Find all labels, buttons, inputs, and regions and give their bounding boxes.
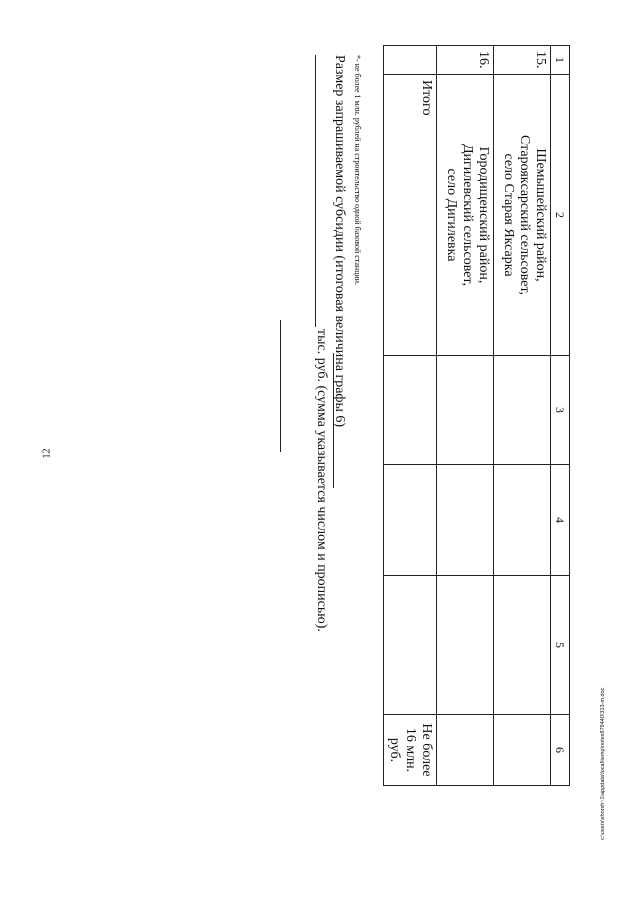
cell-col4: [384, 465, 437, 576]
file-path-text: c:\users\shorsh~1\appdata\local\temp\notes879440\313-m.doc: [600, 687, 606, 840]
row-number: 15.: [494, 46, 551, 75]
total-value-line: Не более: [419, 723, 434, 777]
table-row: [437, 46, 494, 786]
place-line: село Старая Яксарка: [501, 153, 516, 277]
cell-col3: [494, 356, 551, 465]
header-cell-4: 4: [551, 465, 570, 576]
header-cell-6: 6: [551, 715, 570, 786]
cell-col5: [437, 576, 494, 715]
signature-line: [280, 320, 281, 452]
place-cell: [437, 75, 494, 356]
cell-col6: [437, 715, 494, 786]
header-cell-3: 3: [551, 356, 570, 465]
total-label: Итого: [384, 75, 437, 356]
place-line: Городищенский район,: [476, 146, 491, 284]
subsidy-line-1: Размер запрашиваемой субсидии (итоговая величина графы 6): [332, 55, 347, 428]
subsidy-blank-2: [315, 55, 316, 327]
table-header-row: [551, 46, 570, 786]
cell-col6: [494, 715, 551, 786]
header-cell-1: 1: [551, 46, 570, 75]
header-cell-5: 5: [551, 576, 570, 715]
place-cell: [494, 75, 551, 356]
header-cell-2: 2: [551, 75, 570, 356]
total-row: [384, 46, 437, 786]
row-number: 16.: [437, 46, 494, 75]
place-line: Дигилевский сельсовет,: [460, 144, 475, 286]
subsidy-blank-1: [333, 353, 334, 488]
total-value-line: 16 млн. руб.: [387, 727, 418, 773]
cell-col5: [494, 576, 551, 715]
total-number-cell: [384, 46, 437, 75]
place-line: село Дигилевка: [444, 168, 459, 262]
total-value: [384, 715, 437, 786]
cell-col5: [384, 576, 437, 715]
cell-col4: [437, 465, 494, 576]
place-line: Староякcарский сельсовет,: [517, 134, 532, 296]
cell-col4: [494, 465, 551, 576]
footnote: *- не более 1 млн. рублей на строительство одной базовой станции.: [353, 55, 362, 286]
subsidy-line-2: тыс. руб. (сумма указывается числом и прописью).: [314, 329, 329, 632]
place-line: Шемышейский район,: [533, 148, 548, 282]
cell-col3: [437, 356, 494, 465]
stations-table: [383, 45, 570, 786]
page-number: 12: [41, 448, 53, 459]
table-row: [494, 46, 551, 786]
cell-col3: [384, 356, 437, 465]
file-path-footer: [600, 540, 610, 860]
landscape-content: [50, 45, 570, 825]
